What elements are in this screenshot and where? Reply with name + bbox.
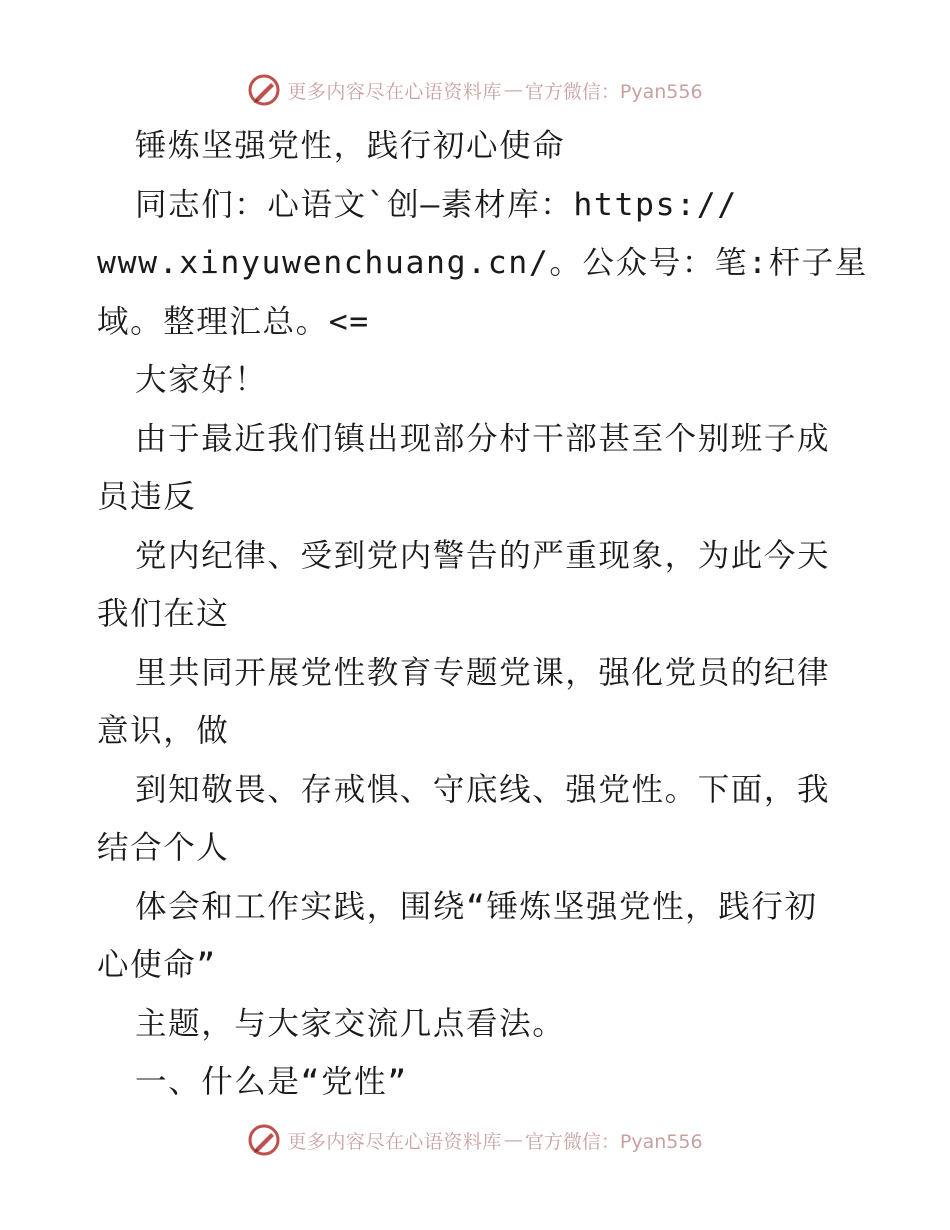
banner-title: 更多内容尽在心语资料库 [287, 80, 502, 103]
header-banner [0, 70, 950, 110]
doc-line: 大家好！ [135, 362, 268, 398]
doc-line: 我们在这 [97, 596, 230, 632]
doc-line: 里共同开展党性教育专题党课，强化党员的纪律 [135, 654, 831, 691]
section-heading: 一、什么是“党性” [135, 1064, 408, 1100]
banner-contact: 官方微信：Pyan556 [524, 80, 703, 103]
doc-line: 党内纪律、受到党内警告的严重现象，为此今天 [135, 537, 831, 574]
doc-line: 员违反 [97, 479, 197, 515]
pen-logo-icon [247, 73, 281, 107]
doc-line: 意识，做 [97, 713, 230, 749]
document-body [97, 117, 868, 1112]
footer-banner [0, 1120, 950, 1160]
doc-title: 锤炼坚强党性，践行初心使命 [135, 128, 566, 164]
doc-line: 主题，与大家交流几点看法。 [135, 1005, 566, 1042]
doc-line: 结合个人 [97, 830, 230, 866]
doc-line: www.xinyuwenchuang.cn/。公众号：笔:杆子星 [97, 245, 868, 281]
doc-line: 体会和工作实践，围绕“锤炼坚强党性，践行初 [135, 888, 818, 925]
doc-line: 由于最近我们镇出现部分村干部甚至个别班子成 [135, 420, 831, 457]
doc-line: 心使命” [97, 947, 217, 983]
banner-contact: 官方微信：Pyan556 [524, 1130, 703, 1153]
banner-title: 更多内容尽在心语资料库 [287, 1130, 502, 1153]
banner-separator: — [503, 1129, 523, 1151]
pen-logo-icon [247, 1123, 281, 1157]
doc-line: 域。整理汇总。<= [97, 303, 370, 340]
doc-line: 到知敬畏、存戒惧、守底线、强党性。下面，我 [135, 771, 831, 808]
banner-separator: — [503, 79, 523, 101]
doc-line: 同志们：心语文`创—素材库：https:// [135, 186, 738, 223]
